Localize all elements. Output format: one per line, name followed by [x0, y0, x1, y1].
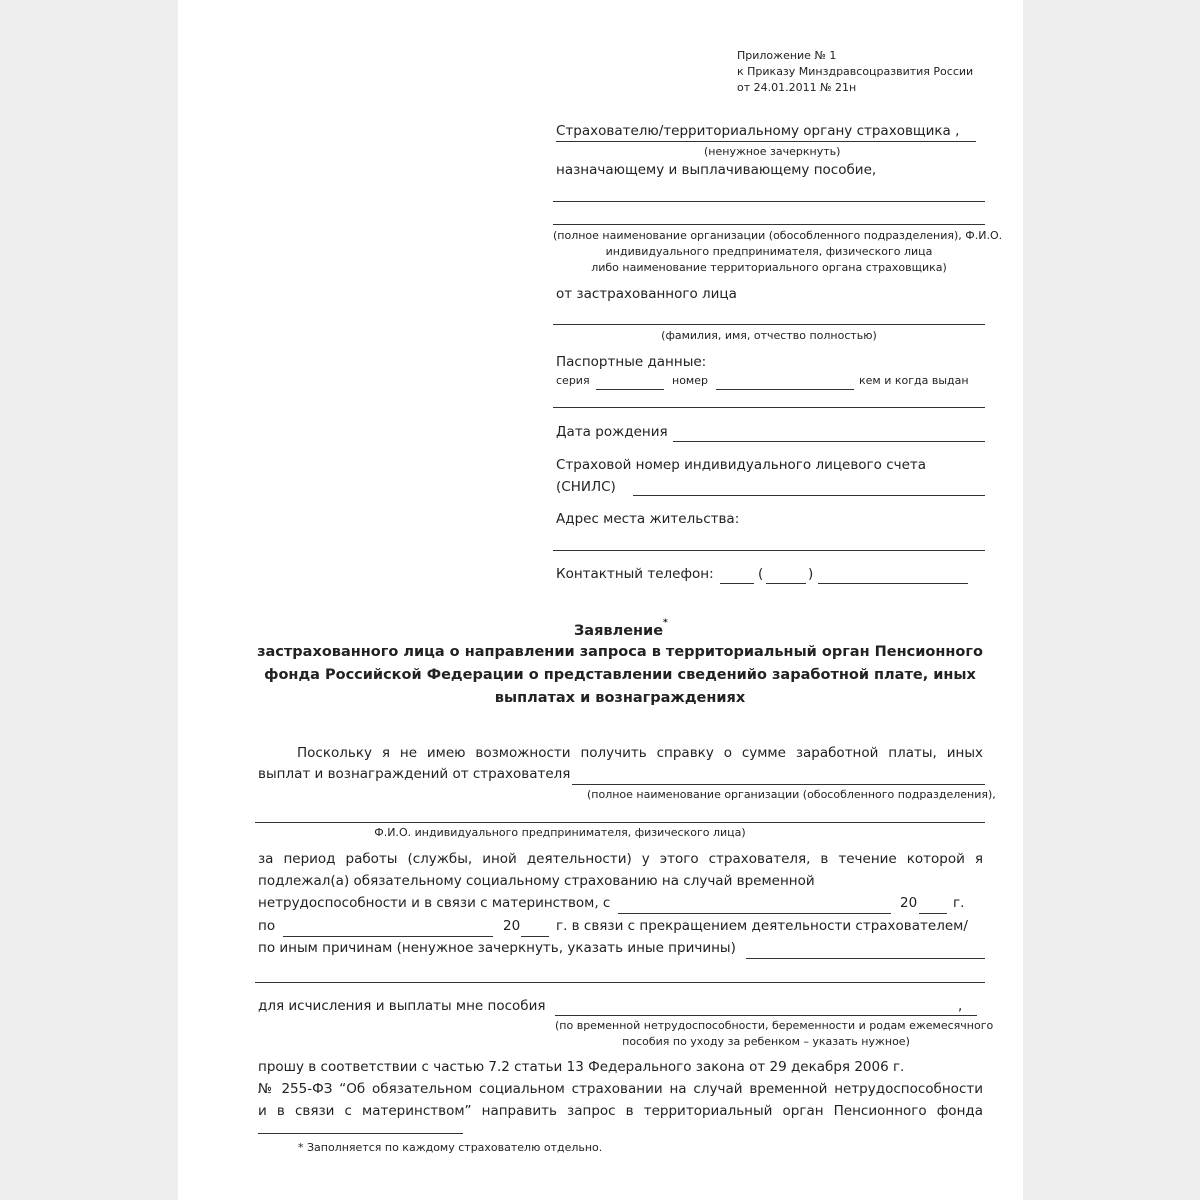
addressee-underline — [556, 141, 976, 142]
address-label: Адрес места жительства: — [556, 511, 740, 527]
body-para4-line3: и в связи с материнством” направить запрос в территориальный орган Пенсионного фонда — [258, 1103, 983, 1119]
body-para4-line1: прошу в соответствии с частью 7.2 статьи 13 Федерального закона от 29 декабря 2006 г. — [258, 1059, 905, 1075]
org-name-line-2 — [553, 224, 985, 225]
body-para2-line1: за период работы (службы, иной деятельности) у этого страхователя, в течение которой я — [258, 851, 983, 867]
org-name-line-1 — [553, 201, 985, 202]
footnote-text: * Заполняется по каждому страхователю отдельно. — [298, 1141, 603, 1154]
addressee-line: Страхователю/территориальному органу страховщика , — [556, 123, 960, 139]
series-label: серия — [556, 374, 590, 387]
period-end-year-field[interactable] — [521, 936, 549, 937]
phone-code-field[interactable] — [766, 583, 806, 584]
insurer-hint-1: (полное наименование организации (обособленного подразделения), — [587, 788, 996, 801]
from-insured-label: от застрахованного лица — [556, 286, 737, 302]
fullname-line — [553, 324, 985, 325]
title-line-2: фонда Российской Федерации о представлении сведенийо заработной плате, иных — [264, 667, 976, 683]
document-title — [574, 618, 668, 639]
strike-hint: (ненужное зачеркнуть) — [704, 145, 841, 158]
title-line-3: выплатах и вознаграждениях — [494, 690, 746, 706]
org-hint-2: индивидуального предпринимателя, физического лица — [605, 245, 933, 258]
title-word: Заявление — [574, 622, 664, 639]
phone-label: Контактный телефон: — [556, 566, 714, 582]
phone-number-field[interactable] — [818, 583, 968, 584]
number-field[interactable] — [716, 389, 854, 390]
period-start-year-suffix: г. — [953, 895, 965, 911]
benefit-label: для исчисления и выплаты мне пособия — [258, 998, 546, 1014]
phone-paren-open: ( — [758, 566, 764, 582]
benefit-hint-2: пособия по уходу за ребенком – указать нужное) — [622, 1035, 910, 1048]
birth-field[interactable] — [673, 441, 985, 442]
body-para1-line1: Поскольку я не имею возможности получить справку о сумме заработной платы, иных — [297, 745, 983, 761]
birth-label: Дата рождения — [556, 424, 668, 440]
order-reference: к Приказу Минздравсоцразвития России — [737, 65, 974, 78]
other-reasons-field[interactable] — [746, 958, 985, 959]
issued-label: кем и когда выдан — [859, 374, 969, 387]
phone-prefix-field[interactable] — [720, 583, 754, 584]
period-start-field[interactable] — [618, 913, 891, 914]
benefit-hint-1: (по временной нетрудоспособности, беременности и родам ежемесячного — [555, 1019, 994, 1032]
period-start-year-prefix: 20 — [900, 895, 918, 911]
insurer-name-field[interactable] — [572, 784, 985, 785]
address-field[interactable] — [553, 550, 985, 551]
benefit-comma: , — [958, 998, 963, 1014]
body-para1-line2: выплат и вознаграждений от страхователя — [258, 766, 571, 782]
period-end-label: по — [258, 918, 276, 934]
body-para2-line3: нетрудоспособности и в связи с материнством, с — [258, 895, 611, 911]
passport-label: Паспортные данные: — [556, 354, 707, 370]
issued-field[interactable] — [553, 407, 985, 408]
body-para2-line2: подлежал(а) обязательному социальному страхованию на случай временной — [258, 873, 815, 889]
period-start-year-field[interactable] — [919, 913, 947, 914]
body-para4-line2: № 255-ФЗ “Об обязательном социальном страховании на случай временной нетрудоспособности — [258, 1081, 983, 1097]
fullname-hint: (фамилия, имя, отчество полностью) — [661, 329, 877, 342]
period-end-year-prefix: 20 — [503, 918, 521, 934]
order-date: от 24.01.2011 № 21н — [737, 81, 857, 94]
series-field[interactable] — [596, 389, 664, 390]
insurer-name-field-2[interactable] — [255, 822, 985, 823]
org-hint-3: либо наименование территориального органа страховщика) — [591, 261, 947, 274]
snils-field[interactable] — [633, 495, 985, 496]
other-reasons-field-2[interactable] — [255, 982, 985, 983]
assigning-line: назначающему и выплачивающему пособие, — [556, 162, 877, 178]
other-reasons-label: по иным причинам (ненужное зачеркнуть, указать иные причины) — [258, 940, 736, 956]
footnote-separator — [258, 1133, 463, 1134]
org-hint-1: (полное наименование организации (обособленного подразделения), Ф.И.О. — [553, 229, 1003, 242]
appendix-label: Приложение № 1 — [737, 49, 837, 62]
snils-label-1: Страховой номер индивидуального лицевого счета — [556, 457, 927, 473]
snils-label-2: (СНИЛС) — [556, 479, 616, 495]
insurer-hint-2: Ф.И.О. индивидуального предпринимателя, физического лица) — [374, 826, 746, 839]
period-end-tail: г. в связи с прекращением деятельности страхователем/ — [556, 918, 968, 934]
benefit-field[interactable] — [555, 1015, 977, 1016]
number-label: номер — [672, 374, 708, 387]
title-footnote-mark: * — [663, 618, 668, 628]
period-end-field[interactable] — [283, 936, 493, 937]
phone-paren-close: ) — [808, 566, 814, 582]
title-line-1: застрахованного лица о направлении запроса в территориальный орган Пенсионного — [257, 644, 983, 660]
